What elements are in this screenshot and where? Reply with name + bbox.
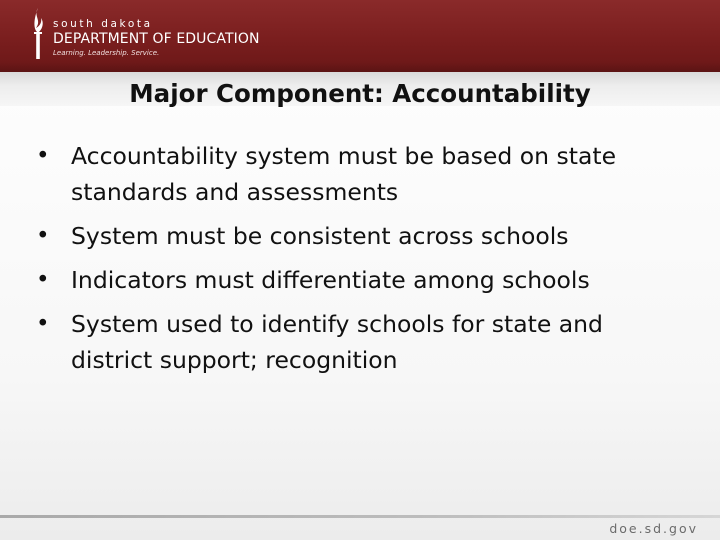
torch-icon: [28, 6, 48, 62]
logo-line-department: DEPARTMENT OF EDUCATION: [53, 31, 260, 47]
logo-line-south-dakota: south dakota: [53, 18, 153, 30]
bullet-list: [34, 138, 684, 386]
bullet-dot-icon: •: [36, 267, 50, 293]
bullet-item: [34, 138, 684, 210]
bullet-text: System used to identify schools for state and district support; recognition: [71, 310, 603, 374]
sd-doe-logo: [28, 6, 268, 62]
bullet-text: Accountability system must be based on state standards and assessments: [71, 142, 617, 206]
bullet-text: Indicators must differentiate among schools: [71, 266, 590, 294]
footer-divider: [0, 515, 720, 518]
footer-url: doe.sd.gov: [609, 521, 698, 536]
slide-title: Major Component: Accountability: [129, 79, 591, 108]
bullet-item: [34, 218, 684, 254]
logo-tagline: Learning. Leadership. Service.: [53, 49, 160, 57]
header-band: [0, 0, 720, 72]
bullet-item: [34, 262, 684, 298]
bullet-dot-icon: •: [36, 223, 50, 249]
bullet-dot-icon: •: [36, 143, 50, 169]
bullet-dot-icon: •: [36, 311, 50, 337]
bullet-text: System must be consistent across schools: [71, 222, 569, 250]
bullet-item: [34, 306, 684, 378]
